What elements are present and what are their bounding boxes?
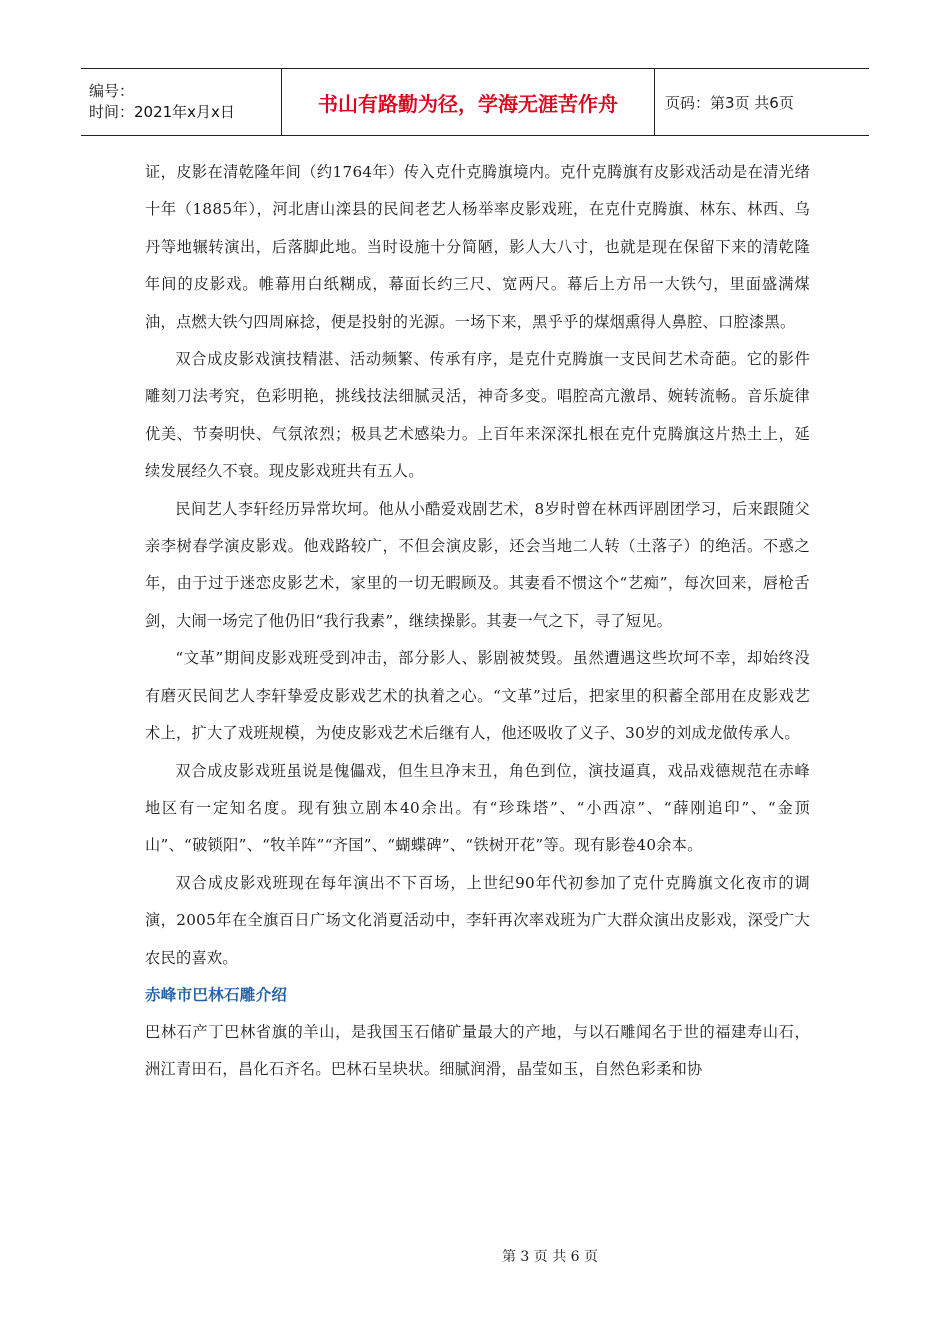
header-meta-cell — [81, 69, 282, 135]
paragraph-1: 证，皮影在清乾隆年间（约1764年）传入克什克腾旗境内。克什克腾旗有皮影戏活动是在清光绪十年（1885年），河北唐山滦县的民间老艺人杨举率皮影戏班，在克什克腾旗、林东、林西、乌丹等地辗转演出，后落脚此地。当时设施十分简陋，影人大八寸，也就是现在保留下来的清乾隆年间的皮影戏。帷幕用白纸糊成，幕面长约三尺、宽两尺。幕后上方吊一大铁勺，里面盛满煤油，点燃大铁勺四周麻捻，便是投射的光源。一场下来，黑乎乎的煤烟熏得人鼻腔、口腔漆黑。 — [145, 163, 810, 331]
document-body — [145, 154, 810, 1089]
page-info: 页码：第3页 共6页 — [665, 93, 794, 112]
section-paragraph: 巴林石产丁巴林省旗的羊山，是我国玉石储矿量最大的产地，与以石雕闻名于世的福建寿山石，洲江青田石，昌化石齐名。巴林石呈块状。细腻润滑，晶莹如玉，自然色彩柔和协 — [145, 1022, 810, 1079]
paragraph-3: 民间艺人李轩经历异常坎坷。他从小酷爱戏剧艺术，8岁时曾在林西评剧团学习，后来跟随父亲李树春学演皮影戏。他戏路较广，不但会演皮影，还会当地二人转（土落子）的绝活。不惑之年，由于过于迷恋皮影艺术，家里的一切无暇顾及。其妻看不惯这个“艺痴”，每次回来，唇枪舌剑，大闹一场完了他仍旧“我行我素”，继续操影。其妻一气之下，寻了短见。 — [145, 499, 810, 630]
paragraph-2: 双合成皮影戏演技精湛、活动频繁、传承有序，是克什克腾旗一支民间艺术奇葩。它的影件雕刻刀法考究，色彩明艳，挑线技法细腻灵活，神奇多变。唱腔高亢激昂、婉转流畅。音乐旋律优美、节奏明快、气氛浓烈；极具艺术感染力。上百年来深深扎根在克什克腾旗这片热土上，延续发展经久不衰。现皮影戏班共有五人。 — [145, 350, 810, 481]
page-footer: 第 3 页 共 6 页 — [501, 1249, 599, 1265]
page-header — [81, 68, 869, 136]
header-page-cell — [655, 69, 869, 135]
header-motto-cell — [282, 69, 655, 135]
motto-text: 书山有路勤为径，学海无涯苦作舟 — [318, 91, 618, 116]
paragraph-5: 双合成皮影戏班虽说是傀儡戏，但生旦净末丑，角色到位，演技逼真，戏品戏德规范在赤峰地区有一定知名度。现有独立剧本40余出。有“珍珠塔”、“小西凉”、“薛刚追印”、“金顶山”、“破锁阳”、“牧羊阵”“齐国”、“蝴蝶碑”、“铁树开花”等。现有影卷40余本。 — [145, 761, 810, 855]
paragraph-6: 双合成皮影戏班现在每年演出不下百场，上世纪90年代初参加了克什克腾旗文化夜市的调演，2005年在全旗百日广场文化消夏活动中，李轩再次率戏班为广大群众演出皮影戏，深受广大农民的喜欢。 — [145, 873, 810, 967]
section-heading: 赤峰市巴林石雕介绍 — [145, 985, 288, 1004]
doc-number-label: 编号： — [89, 82, 135, 100]
date-line: 时间：2021年x月x日 — [89, 103, 235, 121]
paragraph-4: “文革”期间皮影戏班受到冲击，部分影人、影剧被焚毁。虽然遭遇这些坎坷不幸，却始终没有磨灭民间艺人李轩挚爱皮影戏艺术的执着之心。“文革”过后，把家里的积蓄全部用在皮影戏艺术上，扩大了戏班规模，为使皮影戏艺术后继有人，他还吸收了义子、30岁的刘成龙做传承人。 — [145, 649, 810, 743]
